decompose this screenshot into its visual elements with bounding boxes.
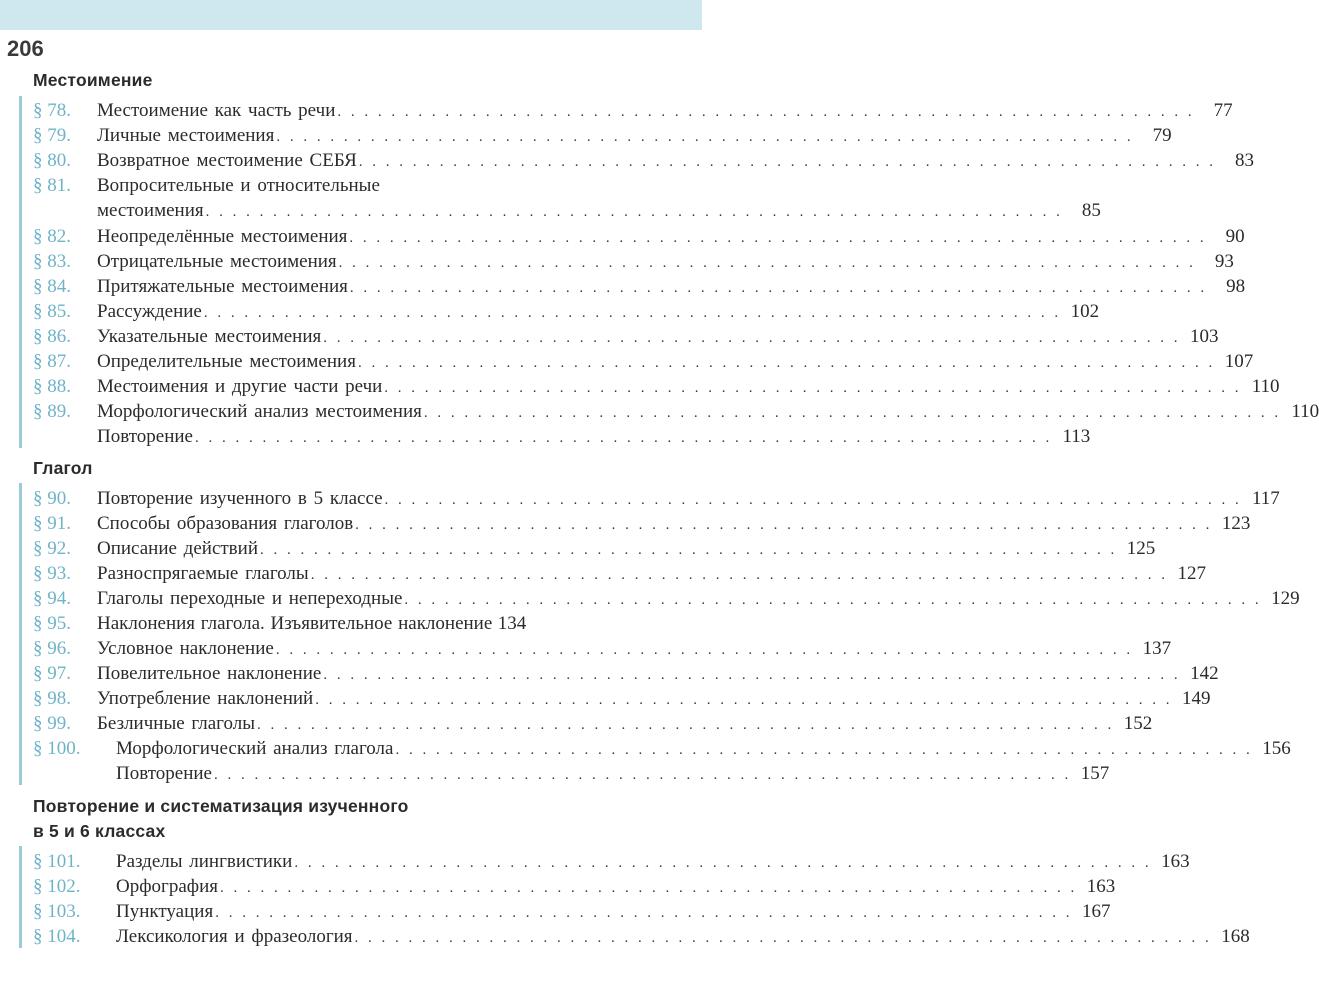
toc-entry[interactable] [33,899,1111,924]
entry-title-continued: местоимения [97,200,204,221]
toc-entry[interactable] [33,399,1319,424]
section-number: § 85. [33,301,71,322]
dot-leader: . . . . . . . . . . . . . . . . . . . . . . . . . . . . . . . . . . . . . . . . . . . . . . . . . . . . . . . . . . . . . . . . [213,767,1072,783]
toc-entry[interactable] [33,636,1172,661]
section-number: § 79. [33,125,71,146]
dot-leader: . . . . . . . . . . . . . . . . . . . . . . . . . . . . . . . . . . . . . . . . . . . . . . . . . . . . . . . . . . . . . . . . [358,154,1217,170]
toc-entry[interactable] [33,98,1233,123]
entry-title: Безличные глаголы [97,713,255,734]
chapter-title-continued: в 5 и 6 классах [33,821,166,841]
entry-title: Морфологический анализ местоимения [97,401,422,422]
dot-leader: . . . . . . . . . . . . . . . . . . . . . . . . . . . . . . . . . . . . . . . . . . . . . . . . . . . . . . . . . . . . . . . . [355,517,1213,533]
entry-title: Указательные местоимения [97,326,322,347]
page-ref: 134 [497,613,527,634]
page-ref: 85 [1081,200,1101,221]
dot-leader: . . . . . . . . . . . . . . . . . . . . . . . . . . . . . . . . . . . . . . . . . . . . . . . . . . . . . . . . . . . . . . . . [404,592,1262,608]
entry-title: Описание действий [97,538,258,559]
toc-entry[interactable] [33,611,688,636]
chapter-title: Местоимение [33,70,153,90]
dot-leader: . . . . . . . . . . . . . . . . . . . . . . . . . . . . . . . . . . . . . . . . . . . . . . . . . . . . . . . . . . . . . . . . [310,567,1168,583]
dot-leader: . . . . . . . . . . . . . . . . . . . . . . . . . . . . . . . . . . . . . . . . . . . . . . . . . . . . . . . . . . . . . . . . [323,330,1181,346]
dot-leader: . . . . . . . . . . . . . . . . . . . . . . . . . . . . . . . . . . . . . . . . . . . . . . . . . . . . . . . . . . . . . . . . [203,305,1062,321]
page-ref: 168 [1221,926,1250,947]
toc-entry[interactable] [33,274,1246,299]
page-ref: 79 [1152,125,1172,146]
entry-title: Лексикология и фразеология [116,926,353,947]
chapter-title: Глагол [33,458,93,478]
page-ref: 156 [1262,738,1291,759]
entry-title: Притяжательные местоимения [97,276,348,297]
entry-title: Повторение [97,426,193,447]
dot-leader: . . . . . . . . . . . . . . . . . . . . . . . . . . . . . . . . . . . . . . . . . . . . . . . . . . . . . . . . . . . . . . . . [349,230,1207,246]
toc-entry[interactable] [33,374,1280,399]
dot-leader: . . . . . . . . . . . . . . . . . . . . . . . . . . . . . . . . . . . . . . . . . . . . . . . . . . . . . . . . . . . . . . . . [354,930,1212,946]
dot-leader: . . . . . . . . . . . . . . . . . . . . . . . . . . . . . . . . . . . . . . . . . . . . . . . . . . . . . . . . . . . . . . . . [315,692,1173,708]
section-bar [19,96,22,448]
entry-title: Вопросительные и относительные [97,175,380,196]
page-ref: 137 [1142,638,1172,659]
section-number: § 82. [33,226,71,247]
dot-leader: . . . . . . . . . . . . . . . . . . . . . . . . . . . . . . . . . . . . . . . . . . . . . . . . . . . . . . . . . . . . . . . . [194,430,1053,446]
page-ref: 103 [1189,326,1219,347]
page-ref: 152 [1123,713,1153,734]
toc-entry[interactable] [33,173,688,198]
dot-leader: . . . . . . . . . . . . . . . . . . . . . . . . . . . . . . . . . . . . . . . . . . . . . . . . . . . . . . . . . . . . . . . . [323,667,1181,683]
toc-entry[interactable] [33,586,1300,611]
entry-title: Личные местоимения [97,125,275,146]
section-bar [19,846,22,948]
section-number: § 91. [33,513,71,534]
section-number: § 88. [33,376,71,397]
section-number: § 99. [33,713,71,734]
entry-title: Способы образования глаголов [97,513,354,534]
section-number: § 103. [33,901,81,922]
dot-leader: . . . . . . . . . . . . . . . . . . . . . . . . . . . . . . . . . . . . . . . . . . . . . . . . . . . . . . . . . . . . . . . . [357,355,1216,371]
toc-entry[interactable] [33,486,1280,511]
toc-entry[interactable] [33,661,1219,686]
section-number: § 83. [33,251,71,272]
entry-title: Употребление наклонений [97,688,314,709]
section-number: § 96. [33,638,71,659]
section-number: § 86. [33,326,71,347]
section-number: § 92. [33,538,71,559]
toc-entry[interactable] [33,424,1091,449]
entry-title: Глаголы переходные и непереходные [97,588,403,609]
dot-leader: . . . . . . . . . . . . . . . . . . . . . . . . . . . . . . . . . . . . . . . . . . . . . . . . . . . . . . . . . . . . . . . . [338,255,1196,271]
entry-title: Орфография [116,876,218,897]
dot-leader: . . . . . . . . . . . . . . . . . . . . . . . . . . . . . . . . . . . . . . . . . . . . . . . . . . . . . . . . . . . . . . . . [219,880,1078,896]
toc-entry[interactable] [33,224,1245,249]
section-number: § 101. [33,851,81,872]
section-number: § 93. [33,563,71,584]
entry-title: Морфологический анализ глагола [116,738,394,759]
toc-entry[interactable] [33,686,1211,711]
page-ref: 110 [1251,376,1280,397]
section-number: § 80. [33,150,71,171]
page-ref: 129 [1271,588,1300,609]
toc-entry[interactable] [33,324,1219,349]
dot-leader: . . . . . . . . . . . . . . . . . . . . . . . . . . . . . . . . . . . . . . . . . . . . . . . . . . . . . . . . . . . . . . . . [337,104,1195,120]
toc-entry[interactable] [33,736,1291,761]
entry-title: Условное наклонение [97,638,274,659]
section-number: § 78. [33,100,71,121]
dot-leader: . . . . . . . . . . . . . . . . . . . . . . . . . . . . . . . . . . . . . . . . . . . . . . . . . . . . . . . . . . . . . . . . [205,204,1063,220]
section-bar [19,483,22,785]
page-ref: 125 [1126,538,1156,559]
section-number: § 81. [33,175,71,196]
section-number: § 98. [33,688,71,709]
section-number: § 102. [33,876,81,897]
entry-title: Определительные местоимения [97,351,356,372]
toc-entry[interactable] [33,924,1250,949]
toc-entry[interactable] [33,299,1100,324]
dot-leader: . . . . . . . . . . . . . . . . . . . . . . . . . . . . . . . . . . . . . . . . . . . . . . . . . . . . . . . . . . . . . . . . [215,905,1073,921]
toc-entry[interactable] [33,148,1255,173]
page-ref: 157 [1080,763,1110,784]
toc-entry[interactable] [33,561,1206,586]
page-ref: 117 [1252,488,1280,509]
page-ref: 163 [1086,876,1116,897]
toc-entry[interactable] [33,849,1190,874]
page-ref: 127 [1177,563,1206,584]
entry-title: Местоимение как часть речи [97,100,336,121]
chapter-title: Повторение и систематизация изученного [33,796,409,816]
page-ref: 83 [1235,150,1255,171]
page-ref: 98 [1226,276,1246,297]
dot-leader: . . . . . . . . . . . . . . . . . . . . . . . . . . . . . . . . . . . . . . . . . . . . . . . . . . . . . . . . . . . . . . . . [423,405,1282,421]
entry-title: Отрицательные местоимения [97,251,337,272]
entry-title: Повелительное наклонение [97,663,322,684]
entry-title: Разделы лингвистики [116,851,293,872]
toc-entry[interactable] [33,874,1116,899]
page-ref: 90 [1225,226,1245,247]
page-ref: 167 [1081,901,1111,922]
page-ref: 77 [1213,100,1233,121]
section-number: § 94. [33,588,71,609]
dot-leader: . . . . . . . . . . . . . . . . . . . . . . . . . . . . . . . . . . . . . . . . . . . . . . . . . . . . . . . . . . . . . . . . [384,380,1242,396]
toc-entry[interactable] [33,123,1172,148]
entry-title: Пунктуация [116,901,214,922]
dot-leader: . . . . . . . . . . . . . . . . . . . . . . . . . . . . . . . . . . . . . . . . . . . . . . . . . . . . . . . . . . . . . . . . [260,542,1118,558]
entry-title: Рассуждение [97,301,202,322]
dot-leader: . . . . . . . . . . . . . . . . . . . . . . . . . . . . . . . . . . . . . . . . . . . . . . . . . . . . . . . . . . . . . . . . [276,129,1134,145]
section-number: § 90. [33,488,71,509]
toc-entry-continuation[interactable] [33,198,1101,223]
page-ref: 149 [1181,688,1211,709]
page-ref: 113 [1062,426,1091,447]
dot-leader: . . . . . . . . . . . . . . . . . . . . . . . . . . . . . . . . . . . . . . . . . . . . . . . . . . . . . . . . . . . . . . . . [294,855,1152,871]
section-number: § 97. [33,663,71,684]
top-color-band [0,0,702,30]
entry-title: Местоимения и другие части речи [97,376,383,397]
toc-entry[interactable] [33,511,1251,536]
section-number: § 104. [33,926,81,947]
page-ref: 142 [1190,663,1219,684]
page-ref: 102 [1070,301,1100,322]
section-number: § 100. [33,738,81,759]
entry-title: Наклонения глагола. Изъявительное наклонение [97,613,493,634]
toc-entry[interactable] [33,249,1234,274]
page-ref: 163 [1161,851,1190,872]
toc-entry[interactable] [33,711,1153,736]
entry-title: Разноспрягаемые глаголы [97,563,309,584]
entry-title: Повторение изученного в 5 классе [97,488,383,509]
dot-leader: . . . . . . . . . . . . . . . . . . . . . . . . . . . . . . . . . . . . . . . . . . . . . . . . . . . . . . . . . . . . . . . . [384,492,1242,508]
toc-entry[interactable] [33,761,1110,786]
page-ref: 123 [1221,513,1251,534]
toc-entry[interactable] [33,536,1156,561]
entry-title: Неопределённые местоимения [97,226,348,247]
page-ref: 93 [1214,251,1234,272]
section-number: § 84. [33,276,71,297]
page-number: 206 [7,36,44,61]
dot-leader: . . . . . . . . . . . . . . . . . . . . . . . . . . . . . . . . . . . . . . . . . . . . . . . . . . . . . . . . . . . . . . . . [349,280,1208,296]
dot-leader: . . . . . . . . . . . . . . . . . . . . . . . . . . . . . . . . . . . . . . . . . . . . . . . . . . . . . . . . . . . . . . . . [275,642,1134,658]
section-number: § 89. [33,401,71,422]
page-ref: 110 [1291,401,1319,422]
toc-entry[interactable] [33,349,1254,374]
page-ref: 107 [1224,351,1254,372]
entry-title: Повторение [116,763,212,784]
section-number: § 87. [33,351,71,372]
dot-leader: . . . . . . . . . . . . . . . . . . . . . . . . . . . . . . . . . . . . . . . . . . . . . . . . . . . . . . . . . . . . . . . . [256,717,1115,733]
entry-title: Возвратное местоимение СЕБЯ [97,150,357,171]
section-number: § 95. [33,613,71,634]
dot-leader: . . . . . . . . . . . . . . . . . . . . . . . . . . . . . . . . . . . . . . . . . . . . . . . . . . . . . . . . . . . . . . . . [395,742,1253,758]
